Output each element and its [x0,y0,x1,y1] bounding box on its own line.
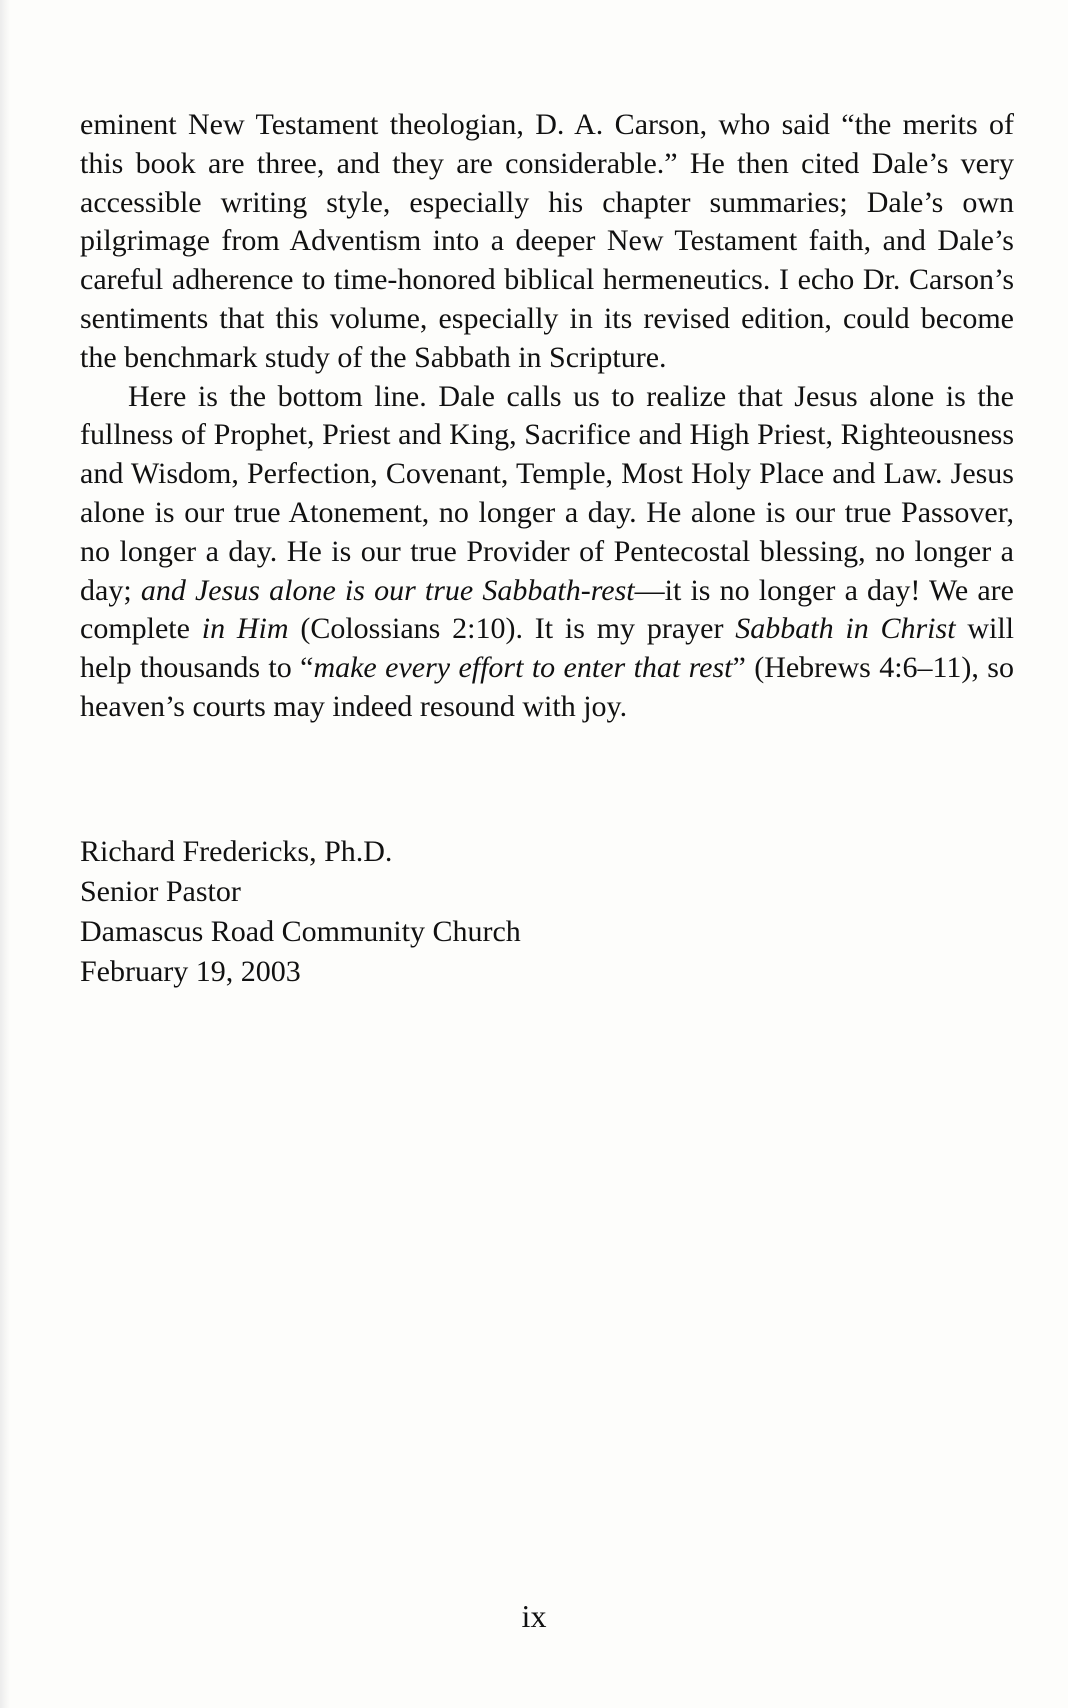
text-run: (Colossians 2:10). It is my prayer [288,612,736,646]
text-run: Here is the bottom line. Dale calls us to realize that Jesus alone is the fullness of Prophet, Priest and King, Sacrifice and High Priest, Righteousness and Wisdom, Perfection, Covenant, Temple, Most Holy Place and Law. Jesus alone is our true Atonement, no longer a day. He alone is our true Passover, no longer a day. He is our true Provider of Pentecostal blessing, no longer a day; [80,379,1014,607]
book-title-sabbath-in-christ: Sabbath in Christ [735,612,956,646]
signature-block [80,832,780,992]
signature-title: Senior Pastor [80,875,241,908]
paragraph-carson [80,106,1014,378]
emphasis-sabbath-rest: and Jesus alone is our true Sabbath-rest [140,573,635,607]
signature-organization: Damascus Road Community Church [80,915,521,948]
text-run: ” (Hebrews 4:6–11), so heaven’s courts may indeed resound with joy. [80,651,1014,723]
emphasis-in-him: in Him [201,612,289,646]
page-number: ix [521,1598,547,1634]
text-run: —it is no longer a day! We are complete [80,573,1014,646]
signature-name: Richard Fredericks, Ph.D. [80,835,393,868]
paragraph-bottom-line [80,378,1014,727]
body-text [80,106,1014,727]
emphasis-quote-effort: make every effort to enter that rest [313,651,733,685]
text-run: will help thousands to “ [80,612,1014,685]
page-edge-shadow [0,0,10,1708]
signature-date: February 19, 2003 [80,955,301,988]
paragraph-carson-text: eminent New Testament theologian, D. A. Carson, who said “the merits of this book are three, and they are considerable.” He then cited Dale’s very accessible writing style, especially his chapter summaries; Dale’s own pilgrimage from Adventism into a deeper New Testament faith, and Dale’s careful adherence to time-honored biblical hermeneutics. I echo Dr. Carson’s sentiments that this volume, especially in its revised edition, could become the benchmark study of the Sabbath in Scripture. [80,108,1014,374]
